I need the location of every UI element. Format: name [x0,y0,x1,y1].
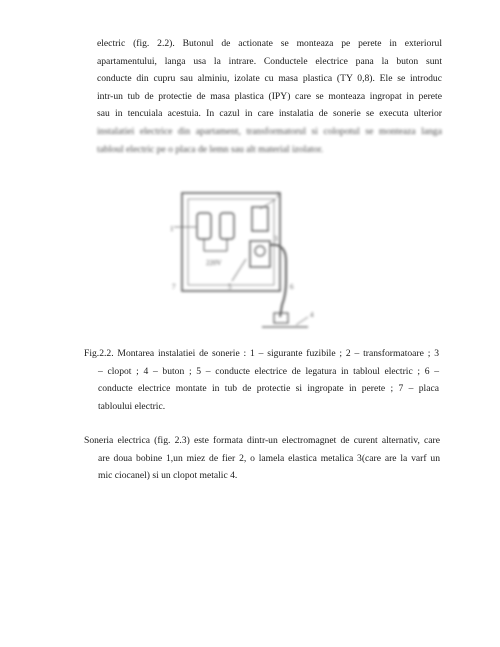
bell [250,241,270,267]
caption-line: Fig.2.2. Montarea instalatiei de sonerie : 1 – sigurante fuzibile ; 2 – transformatoare ; 3 [84,348,439,359]
paragraph-electric-bell [84,432,440,485]
leader-line [232,259,246,281]
caption-line: conducte electrice montate in tub de protectie si ingropate in perete ; 7 – placa [98,383,439,395]
text-line: sau in tencuiala acestuia. In cazul in care instalatia de sonerie se executa ulterior [97,108,442,120]
text-line-blurred: instalatiei electrice din apartament, transformatorul si colopotul se monteaza langa [97,125,442,137]
transformer [252,207,268,231]
figure-label-3: 3 [274,235,278,243]
figure-label-1: 1 [170,225,174,233]
text-line: are doua bobine 1,un miez de fier 2, o lamela elastica metalica 3(care are la varf un [98,452,440,464]
text-line: Soneria electrica (fig. 2.3) este formata dintr-un electromagnet de curent alternativ, care [84,435,440,446]
text-line: apartamentului, langa usa la intrare. Conductele electrice pana la buton sunt [97,55,442,67]
text-line: mic ciocanel) si un clopot metalic 4. [98,470,238,482]
panel-voltage-label: 220V [206,259,222,267]
caption-line: – clopot ; 4 – buton ; 5 – conducte electrice de legatura in tabloul electric ; 6 – [98,365,439,377]
figure-caption [84,345,439,415]
figure-label-4: 4 [310,311,314,319]
conduit-tube [270,245,286,317]
caption-line: tabloului electric. [98,400,166,412]
figure-label-7: 7 [172,283,176,291]
figure-label-2: 2 [276,191,280,199]
fuse-right [220,213,234,239]
paragraph-bell-installation [97,35,442,158]
leader-line [296,317,308,325]
bell-dome [255,246,265,256]
text-line: electric (fig. 2.2). Butonul de actionate se monteaza pe perete in exteriorul [97,38,442,49]
figure-bell-installation-diagram [170,185,330,335]
diagram-svg [170,185,330,335]
figure-label-6: 6 [290,283,294,291]
fuse-left [197,213,211,239]
text-line: intr-un tub de protectie de masa plastica (IPY) care se monteaza ingropat in perete [97,90,442,102]
figure-label-5: 5 [228,283,232,291]
text-line: conducte din cupru sau alminiu, izolate cu masa plastica (TY 0,8). Ele se introduc [97,73,442,85]
board-inner-frame [188,199,274,285]
text-line-blurred: tabloul electric pe o placa de lemn sau alt material izolator. [97,143,324,155]
